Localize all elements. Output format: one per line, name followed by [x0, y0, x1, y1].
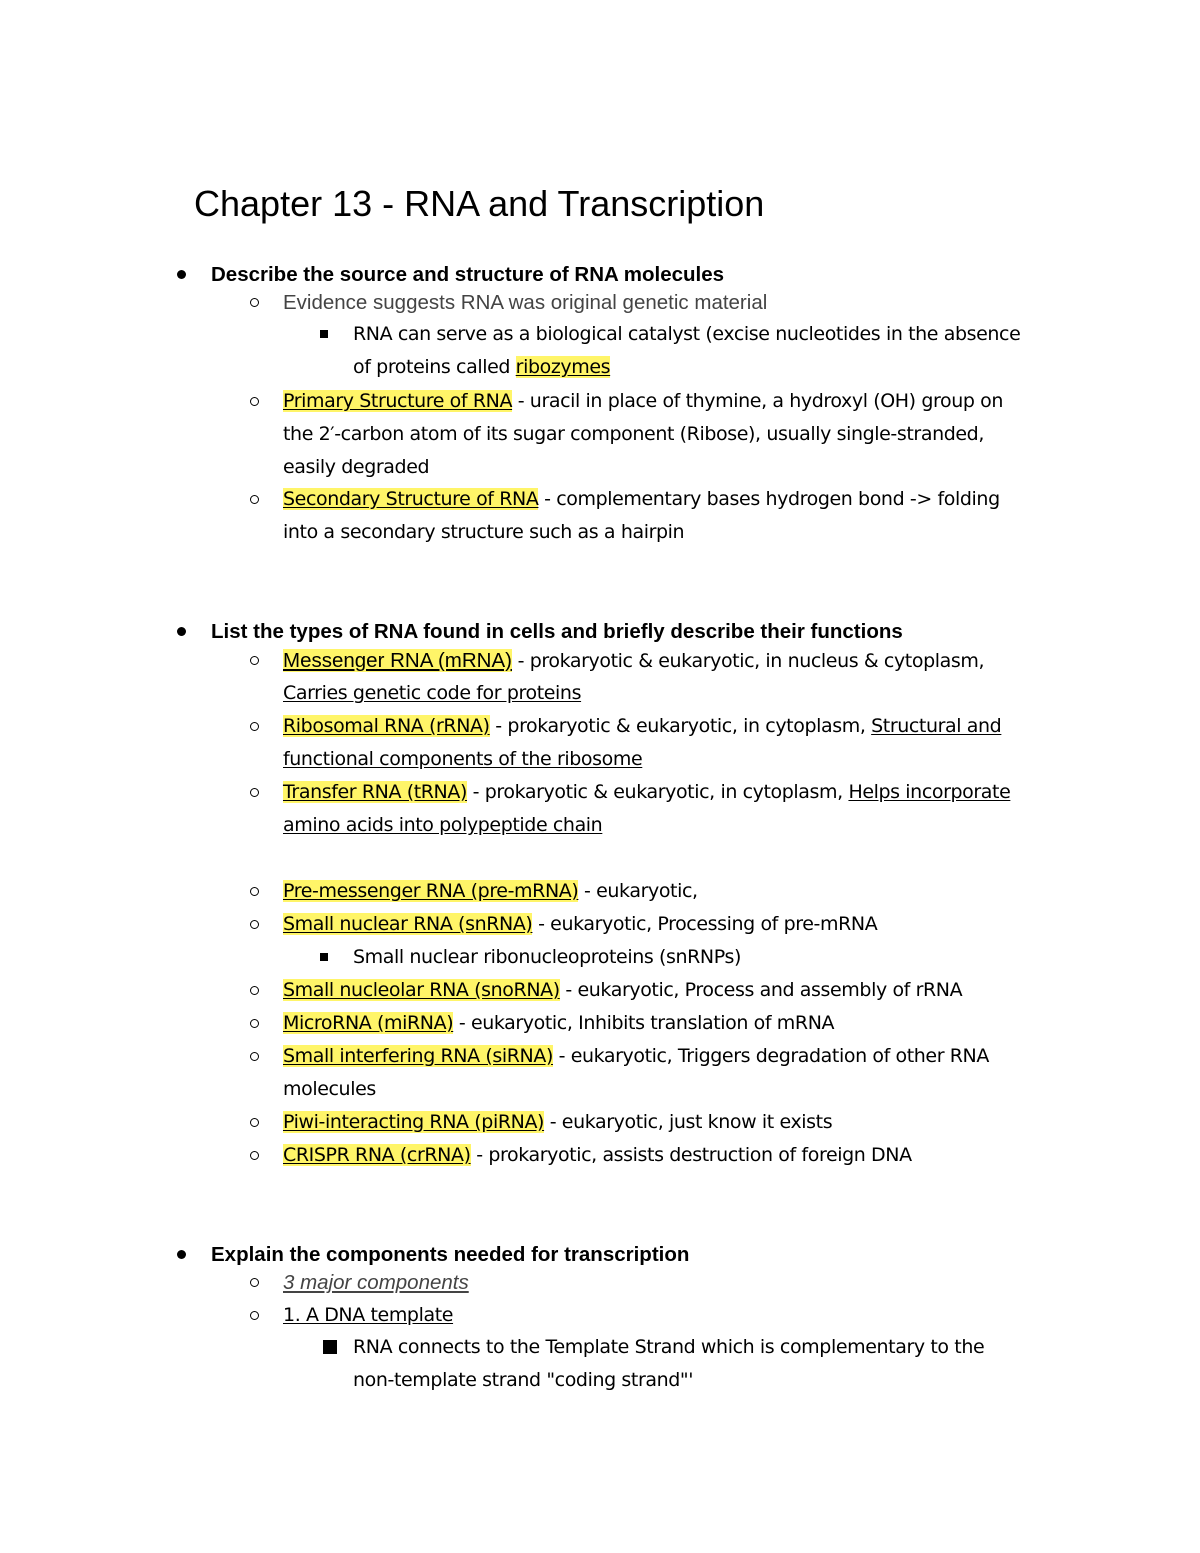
- section-heading-transcription-components: Explain the components needed for transcription: [211, 1243, 690, 1266]
- sirna-cont: molecules: [283, 1078, 376, 1100]
- pre-mrna-term: Pre-messenger RNA (pre-mRNA): [283, 880, 579, 902]
- catalyst-text: RNA can serve as a biological catalyst (excise nucleotides in the absence: [353, 323, 1021, 345]
- bullet-square: [320, 330, 328, 338]
- primary-structure-cont: easily degraded: [283, 456, 430, 478]
- evidence-text: Evidence suggests RNA was original genetic material: [283, 291, 768, 314]
- bullet-circle: [250, 1052, 259, 1061]
- trna-item: Transfer RNA (tRNA) - prokaryotic & eukaryotic, in cytoplasm, Helps incorporate: [283, 781, 1011, 803]
- crrna-term: CRISPR RNA (crRNA): [283, 1144, 471, 1166]
- section-heading-rna-types: List the types of RNA found in cells and briefly describe their functions: [211, 620, 903, 643]
- rrna-function: functional components of the ribosome: [283, 748, 643, 770]
- trna-function: amino acids into polypeptide chain: [283, 814, 603, 836]
- bullet-dot: [177, 1250, 186, 1259]
- primary-structure-cont: the 2′-carbon atom of its sugar component (Ribose), usually single-stranded,: [283, 423, 984, 445]
- bullet-circle: [250, 788, 259, 797]
- secondary-structure-cont: into a secondary structure such as a hairpin: [283, 521, 685, 543]
- section-heading-source-structure: Describe the source and structure of RNA molecules: [211, 263, 725, 286]
- mirna-term: MicroRNA (miRNA): [283, 1012, 454, 1034]
- bullet-circle: [250, 986, 259, 995]
- pre-mrna-item: Pre-messenger RNA (pre-mRNA) - eukaryotic,: [283, 880, 698, 902]
- pirna-term: Piwi-interacting RNA (piRNA): [283, 1111, 545, 1133]
- template-strand-text: RNA connects to the Template Strand which is complementary to the: [353, 1336, 985, 1358]
- snrnp-text: Small nuclear ribonucleoproteins (snRNPs): [353, 946, 741, 968]
- bullet-dot: [177, 270, 186, 279]
- crrna-item: CRISPR RNA (crRNA) - prokaryotic, assists destruction of foreign DNA: [283, 1144, 912, 1166]
- pirna-item: Piwi-interacting RNA (piRNA) - eukaryotic, just know it exists: [283, 1111, 833, 1133]
- bullet-circle: [250, 1019, 259, 1028]
- sirna-term: Small interfering RNA (siRNA): [283, 1045, 553, 1067]
- bullet-circle: [250, 1278, 259, 1287]
- rrna-item: Ribosomal RNA (rRNA) - prokaryotic & eukaryotic, in cytoplasm, Structural and: [283, 715, 1002, 737]
- sirna-item: Small interfering RNA (siRNA) - eukaryotic, Triggers degradation of other RNA: [283, 1045, 989, 1067]
- bullet-circle: [250, 722, 259, 731]
- primary-structure-term: Primary Structure of RNA: [283, 390, 513, 412]
- catalyst-text-cont: of proteins called ribozymes: [353, 356, 611, 378]
- secondary-structure-item: Secondary Structure of RNA - complementary bases hydrogen bond -> folding: [283, 488, 1000, 510]
- snorna-term: Small nucleolar RNA (snoRNA): [283, 979, 560, 1001]
- bullet-circle: [250, 298, 259, 307]
- mrna-item: Messenger RNA (mRNA) - prokaryotic & eukaryotic, in nucleus & cytoplasm,: [283, 649, 985, 672]
- snrna-item: Small nuclear RNA (snRNA) - eukaryotic, Processing of pre-mRNA: [283, 913, 878, 935]
- mrna-function: Carries genetic code for proteins: [283, 682, 582, 704]
- bullet-circle: [250, 1311, 259, 1320]
- bullet-circle: [250, 656, 259, 665]
- rrna-term: Ribosomal RNA (rRNA): [283, 715, 490, 737]
- trna-term: Transfer RNA (tRNA): [283, 781, 467, 803]
- template-strand-cont: non-template strand "coding strand"': [353, 1369, 694, 1391]
- snorna-item: Small nucleolar RNA (snoRNA) - eukaryotic, Process and assembly of rRNA: [283, 979, 963, 1001]
- bullet-circle: [250, 495, 259, 504]
- page-title: Chapter 13 - RNA and Transcription: [194, 183, 765, 224]
- ribozymes-term: ribozymes: [515, 356, 611, 378]
- bullet-circle: [250, 887, 259, 896]
- secondary-structure-term: Secondary Structure of RNA: [283, 488, 539, 510]
- bullet-circle: [250, 397, 259, 406]
- bullet-circle: [250, 920, 259, 929]
- major-components-text: 3 major components: [283, 1271, 469, 1294]
- bullet-dot: [177, 627, 186, 636]
- bullet-circle: [250, 1118, 259, 1127]
- mirna-item: MicroRNA (miRNA) - eukaryotic, Inhibits translation of mRNA: [283, 1012, 835, 1034]
- primary-structure-item: Primary Structure of RNA - uracil in place of thymine, a hydroxyl (OH) group on: [283, 390, 1004, 412]
- bullet-square: [323, 1340, 337, 1354]
- mrna-term: Messenger RNA (mRNA): [283, 649, 512, 672]
- snrna-term: Small nuclear RNA (snRNA): [283, 913, 533, 935]
- bullet-circle: [250, 1151, 259, 1160]
- dna-template-item: 1. A DNA template: [283, 1304, 454, 1326]
- bullet-square: [320, 953, 328, 961]
